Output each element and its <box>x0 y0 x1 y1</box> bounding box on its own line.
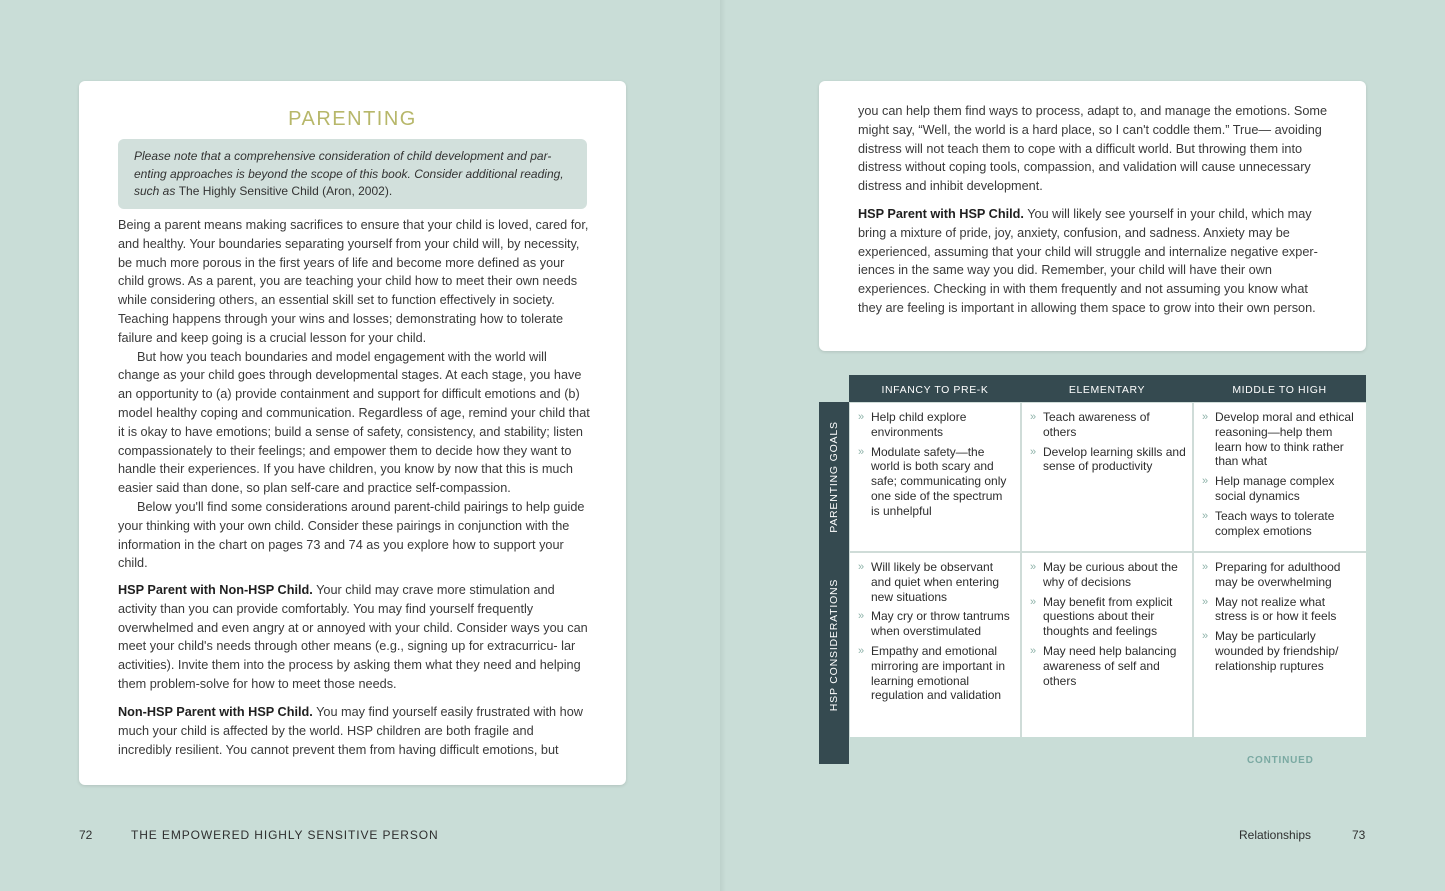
spine-shadow <box>720 0 726 891</box>
bullet-icon: » <box>1030 445 1037 458</box>
pairing-text: You will likely see yourself in your child, which may bring a mixture of pride, joy, anxiety, confusion, and sadness. Anxiety may be experienced, assuming that your child will struggle and internalize negative exper- iences in the same way you did. Remember, your child will have their own experiences. Checking in with them frequently and not assuming you know what they are feeling is important in allowing them space to grow into their own person. <box>858 207 1318 315</box>
page-number-right: 73 <box>1352 828 1366 842</box>
pairing-non-hsp-parent-hsp-child <box>118 703 590 759</box>
list-item: » Help child explore environments <box>858 410 967 439</box>
left-page-panel <box>79 81 626 785</box>
bullet-icon: » <box>1030 644 1037 657</box>
bullet-icon: » <box>858 561 865 573</box>
pairing-text: Your child may crave more stimulation and activity than you can provide comfortably. You may find yourself frequently overwhelmed and even angry at or annoyed with your child. Consider ways you can meet your child's needs through other means (e.g., signing up for extracurricu- lar activities). Invite them into the process by asking them what they need and helping them problem-solve for how to meet those needs. <box>118 583 588 691</box>
list-item: » May cry or throw tantrums when overstimulated <box>858 609 1010 639</box>
table-cell <box>1194 553 1366 737</box>
list-item: » Teach ways to tolerate complex emotions <box>1202 508 1335 538</box>
bullet-icon: » <box>1202 509 1209 522</box>
note-box <box>118 139 587 209</box>
list-item: » May be particularly wounded by friendship/ relationship ruptures <box>1202 629 1339 673</box>
bullet-icon: » <box>1202 595 1209 608</box>
list-item: » May benefit from explicit questions about their thoughts and feelings <box>1030 594 1173 639</box>
pairing-text: You may find yourself easily frustrated with how much your child is affected by the world. HSP children are both fragile and incredibly resilient. You cannot prevent them from having difficult emotions, but <box>118 705 583 757</box>
table-header <box>849 375 1366 402</box>
pairing-hsp-parent-hsp-child <box>858 205 1330 318</box>
pairing-title: HSP Parent with Non-HSP Child. <box>118 583 313 597</box>
right-page-panel <box>819 81 1366 351</box>
continued-label: CONTINUED <box>1247 755 1314 766</box>
list-item: » Help manage complex social dynamics <box>1202 474 1335 503</box>
list-item: » Will likely be observant and quiet when entering new situations <box>858 560 1000 604</box>
row-label: PARENTING GOALS <box>828 421 840 533</box>
pairing-hsp-parent-non-hsp-child <box>118 581 590 694</box>
running-head-left: THE EMPOWERED HIGHLY SENSITIVE PERSON <box>131 828 439 842</box>
bullet-icon: » <box>858 411 865 423</box>
list-item: » May need help balancing awareness of self and others <box>1030 643 1177 688</box>
note-citation: (Aron, 2002). <box>322 184 393 198</box>
bullet-icon: » <box>858 644 865 657</box>
table-cell <box>1022 553 1192 737</box>
body-text-left <box>118 216 590 573</box>
list-item: » Develop learning skills and sense of productivity <box>1030 444 1186 474</box>
parenting-table <box>819 375 1366 737</box>
table-cell <box>1194 403 1366 551</box>
bullet-icon: » <box>1030 411 1037 423</box>
table-cell <box>850 403 1020 551</box>
pairing-title: Non-HSP Parent with HSP Child. <box>118 705 313 719</box>
note-book-title: The Highly Sensitive Child <box>178 184 319 198</box>
column-header: MIDDLE TO HIGH <box>1232 384 1327 396</box>
running-head-right: Relationships <box>1239 828 1312 842</box>
bullet-icon: » <box>1202 475 1209 488</box>
bullet-icon: » <box>1202 561 1209 573</box>
bullet-icon: » <box>1030 595 1037 608</box>
list-item: » Modulate safety—the world is both scary and safe; communicating only one side of the spectrum is unhelpful <box>858 444 1007 518</box>
section-heading: PARENTING <box>288 108 417 130</box>
bullet-icon: » <box>1202 411 1209 423</box>
row-label: HSP CONSIDERATIONS <box>828 578 840 711</box>
list-item: » May be curious about the why of decisions <box>1030 560 1178 589</box>
paragraph-2: But how you teach boundaries and model engagement with the world will change as your child goes through developmental stages. At each stage, you have an opportunity to (a) provide containment and support for difficult emotions and (b) model healthy coping and communication. Regardless of age, remind your child that it is okay to have emotions; build a sense of safety, consistency, and stability; listen compassionately to their feelings; and empower them to decide how they want to handle their experiences. If you have children, you know by now that this is much easier said than done, so plan self-care and practice self-compassion. <box>118 349 590 496</box>
page-number-left: 72 <box>79 828 93 842</box>
bullet-icon: » <box>858 445 865 458</box>
bullet-icon: » <box>1030 561 1037 573</box>
continued-paragraph: you can help them find ways to process, adapt to, and manage the emotions. Some might say, “Well, the world is a hard place, so I can't coddle them.” True— avoiding distress will not teach them to cope with a difficult world. But throwing them into distress without coping tools, compassion, and validation will cause unnecessary distress and inhibit development. <box>858 104 1328 194</box>
list-item: » Empathy and emotional mirroring are important in learning emotional regulation and validation <box>858 643 1006 703</box>
pairing-title: HSP Parent with HSP Child. <box>858 207 1024 221</box>
table-cell <box>850 553 1020 737</box>
paragraph-1: Being a parent means making sacrifices to ensure that your child is loved, cared for, and healthy. Your boundaries separating yourself from your child will, by necessity, be much more porous in the first years of life and become more defined as your child grows. As a parent, you are teaching your child how to meet their own needs while considering others, an essential skill set to function effectively in society. Teaching happens through your wins and losses; demonstrating how to tolerate failure and keep going is a crucial lesson for your child. <box>118 218 589 345</box>
bullet-icon: » <box>858 610 865 623</box>
list-item: » Develop moral and ethical reasoning—help them learn how to think rather than what <box>1202 410 1354 469</box>
note-text: Please note that a comprehensive consideration of child development and par- enting approaches is beyond the scope of this book. Consider additional reading, such as <box>134 149 564 198</box>
table-cell <box>1022 403 1192 551</box>
list-item: » Preparing for adulthood may be overwhelming <box>1202 560 1341 589</box>
paragraph-3: Below you'll find some considerations around parent-child pairings to help guide your thinking with your own child. Consider these pairings in conjunction with the information in the chart on pages 73 and 74 as you explore how to support your child. <box>118 499 585 571</box>
row-header-parenting-goals <box>819 402 849 552</box>
row-header-hsp-considerations <box>819 552 849 737</box>
column-header: ELEMENTARY <box>1068 384 1146 396</box>
list-item: » Teach awareness of others <box>1030 410 1150 439</box>
list-item: » May not realize what stress is or how it feels <box>1202 594 1337 624</box>
column-header: INFANCY TO PRE-K <box>881 384 989 396</box>
bullet-icon: » <box>1202 630 1209 643</box>
